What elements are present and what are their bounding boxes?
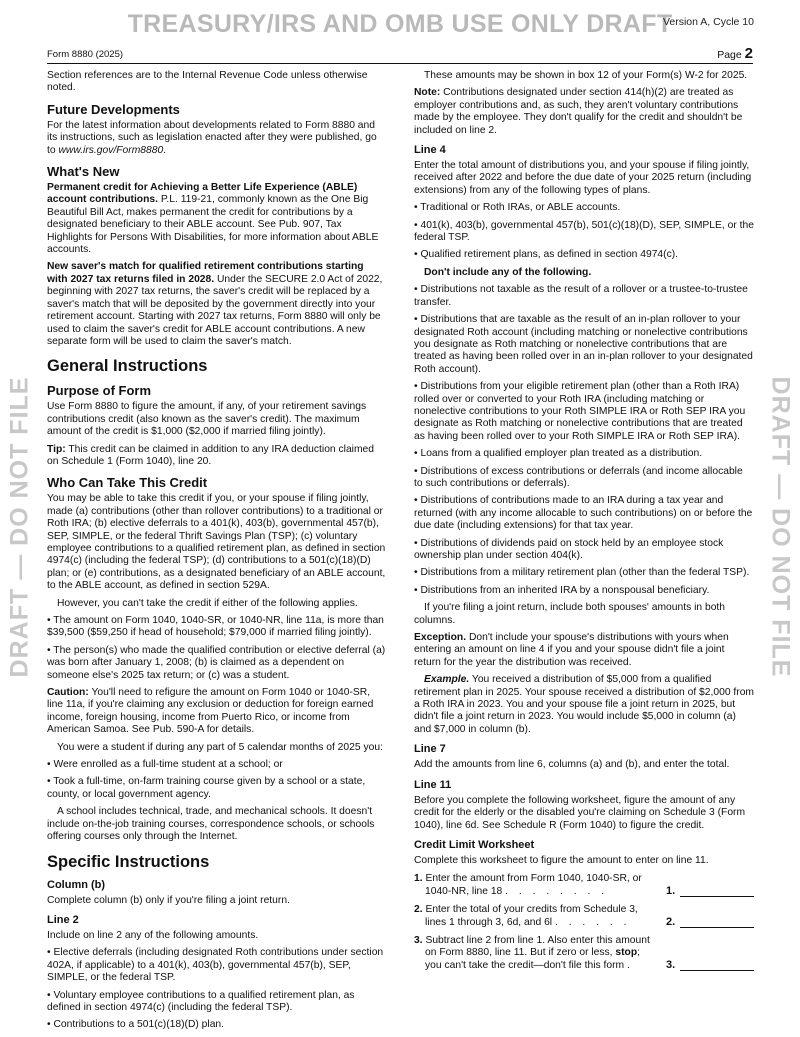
exclude-bullet-4: • Loans from a qualified employer plan treated as a distribution. — [414, 448, 703, 460]
irs-link[interactable]: www.irs.gov/Form8880 — [58, 144, 164, 156]
exclude-bullet-7: • Distributions of dividends paid on stock held by an employee stock ownership plan under section 404(k). — [414, 537, 724, 561]
line-4-heading: Line 4 — [414, 144, 446, 157]
intro-text: Section references are to the Internal Revenue Code unless otherwise noted. — [47, 70, 368, 94]
worksheet-line-2: 2. Enter the total of your credits from Schedule 3, lines 1 through 3, 6d, and 6l . . . . . . 2. — [414, 904, 754, 929]
joint-return-text: If you're filing a joint return, include both spouses' amounts in both columns. — [414, 602, 726, 626]
line-4-bullet-2: • 401(k), 403(b), governmental 457(b), 501(c)(18)(D), SEP, SIMPLE, or the federal TSP. — [414, 219, 754, 244]
line-11-heading: Line 11 — [414, 778, 452, 791]
worksheet-line-1-entry[interactable]: 1. — [666, 885, 754, 898]
exclude-bullet-3: • Distributions from your eligible retirement plan (other than a Roth IRA) rolled over or converted to your Roth IRA (including matching or nonelective contributions to your Roth SIMPLE IRA or Roth SEP IRA you designate as Roth matching or nonelective contributions that are treated as having been rolled over to your Roth SIMPLE IRA or Roth SEP IRA). — [414, 381, 746, 442]
dont-include-heading: Don't include any of the following. — [424, 266, 592, 278]
who-bullet-2: • The person(s) who made the qualified contribution or elective deferral (a) was born after January 1, 2008; (b) is claimed as a dependent on someone else's 2025 tax return; or (c) was a student. — [47, 644, 386, 681]
line-2-bullet-1: • Elective deferrals (including designated Roth contributions under section 402A, if applicable) to a 401(k), 403(b), governmental 457(b), SEP, SIMPLE, or the federal TSP. — [47, 947, 384, 984]
exclude-bullet-9: • Distributions from an inherited IRA by a nonspousal beneficiary. — [414, 584, 710, 596]
page-number: Page 2 — [717, 45, 753, 62]
future-developments-heading: Future Developments — [47, 101, 180, 117]
student-bullet-2: • Took a full-time, on-farm training course given by a school or a state, county, or local government agency. — [47, 776, 366, 800]
line-4-text: Enter the total amount of distributions you, and your spouse if filing jointly, received after 2022 and before the due date of your 2025 return (including extensions) from any of the following types of plans. — [414, 160, 752, 196]
line-2-text: Include on line 2 any of the following amounts. — [47, 929, 259, 941]
line-4-bullet-1: • Traditional or Roth IRAs, or ABLE accounts. — [414, 202, 621, 214]
purpose-text: Use Form 8880 to figure the amount, if any, of your retirement savings contributions credit (also known as the saver's credit). The maximum amount of the credit is $1,000 ($2,000 if married filing jointly). — [47, 401, 367, 438]
note-text: Note: Contributions designated under section 414(h)(2) are treated as employer contributions and, as such, they aren't voluntary contributions made by the employee. They don't qualify for the credit and shouldn't be included on line 2. — [414, 87, 743, 136]
worksheet-intro: Complete this worksheet to figure the amount to enter on line 11. — [414, 854, 709, 866]
side-watermark-left: DRAFT — DO NOT FILE — [5, 376, 34, 678]
who-however: However, you can't take the credit if either of the following applies. — [57, 597, 358, 609]
worksheet-line-3-entry[interactable]: 3. — [666, 959, 754, 972]
exclude-bullet-5: • Distributions of excess contributions or deferrals (and income allocable to such contributions or deferrals). — [414, 465, 743, 489]
purpose-heading: Purpose of Form — [47, 383, 152, 399]
right-column — [414, 70, 754, 976]
line-7-heading: Line 7 — [414, 743, 446, 756]
line-11-text: Before you complete the following worksheet, figure the amount of any credit for the elderly or the disabled you're claiming on Schedule 3 (Form 1040), line 6d. See Schedule R (Form 1040) to figure the credit. — [414, 794, 746, 831]
caution-text: Caution: You'll need to refigure the amount on Form 1040 or 1040-SR, line 11a, if you're claiming any exclusion or deduction for foreign earned income, foreign housing, income from Puerto Rico, or income from American Samoa. See Pub. 590-A for details. — [47, 687, 374, 736]
general-instructions-heading: General Instructions — [47, 357, 208, 376]
exception-text: Exception. Don't include your spouse's distributions with yours when entering an amount on line 4 if you and your spouse didn't file a joint return for the year the distribution was received. — [414, 632, 729, 668]
worksheet-line-2-entry[interactable]: 2. — [666, 916, 754, 929]
line-7-text: Add the amounts from line 6, columns (a) and (b), and enter the total. — [414, 759, 730, 771]
worksheet-line-3: 3. Subtract line 2 from line 1. Also enter this amount on Form 8880, line 11. But if zero or less, stop; you can't take the credit—don't file this form . 3. — [414, 935, 754, 972]
worksheet-heading: Credit Limit Worksheet — [414, 838, 535, 851]
whats-new-savers-match: New saver's match for qualified retirement contributions starting with 2027 tax returns filed in 2028. Under the SECURE 2.0 Act of 2022, beginning with 2027 tax returns, the saver's credit will be replaced by a saver's match that will be deposited by the government directly into your retirement account. Starting with 2027 tax returns, Form 8880 will only be used to claim the saver's credit for ABLE account contributions. A new separate form will be used to claim the saver's match. — [47, 261, 383, 347]
line-4-bullet-3: • Qualified retirement plans, as defined in section 4974(c). — [414, 249, 679, 261]
version-label: Version A, Cycle 10 — [662, 16, 754, 28]
student-bullet-1: • Were enrolled as a full-time student at a school; or — [47, 759, 283, 771]
tip-text: Tip: This credit can be claimed in addition to any IRA deduction claimed on Schedule 1 (Form 1040), line 20. — [47, 443, 375, 467]
form-id: Form 8880 (2025) — [47, 49, 124, 60]
line-2-bullet-2: • Voluntary employee contributions to a qualified retirement plan, as defined in section 4974(c) (including the federal TSP). — [47, 989, 355, 1013]
w2-text: These amounts may be shown in box 12 of your Form(s) W-2 for 2025. — [424, 70, 748, 81]
exclude-bullet-8: • Distributions from a military retirement plan (other than the federal TSP). — [414, 567, 750, 579]
who-text: You may be able to take this credit if you, or your spouse if filing jointly, made (a) contributions (other than rollover contributions) to a traditional or Roth IRA; (b) elective deferrals to a 401(k), 403(b), governmental 457(b), SEP, SIMPLE, or the federal Thrift Savings Plan (TSP); (c) voluntary employee contributions to a qualified retirement plan, as defined in section 4974(c) (including the federal TSP); (d) contributions to a 501(c)(18)(D) plan; or (e) contributions, as a designated beneficiary of an ABLE account, to the ABLE account, as defined in section 529A. — [47, 493, 386, 592]
line-2-heading: Line 2 — [47, 913, 79, 926]
exclude-bullet-2: • Distributions that are taxable as the result of an in-plan rollover to your designated Roth account (including matching or nonelective contributions you designate as Roth matching or nonelective contributions that are treated as having been rolled over in an in-plan rollover to your designated Roth account). — [414, 314, 753, 375]
future-developments-text: For the latest information about developments related to Form 8880 and its instructions, such as legislation enacted after they were published, go to www.irs.gov/Form8880. — [47, 119, 377, 156]
page-header — [47, 47, 753, 64]
left-column — [47, 70, 387, 1037]
exclude-bullet-1: • Distributions not taxable as the result of a rollover or a trustee-to-trustee transfer. — [414, 284, 748, 308]
who-can-take-heading: Who Can Take This Credit — [47, 475, 208, 491]
draft-banner: TREASURY/IRS AND OMB USE ONLY DRAFT — [127, 10, 673, 38]
column-b-heading: Column (b) — [47, 878, 106, 891]
line-2-bullet-3: • Contributions to a 501(c)(18)(D) plan. — [47, 1019, 225, 1031]
exclude-bullet-6: • Distributions of contributions made to an IRA during a tax year and returned (with any income allocable to such contributions) on or before the due date (including extensions) for that tax year. — [414, 495, 753, 532]
specific-instructions-heading: Specific Instructions — [47, 852, 210, 871]
whats-new-heading: What's New — [47, 164, 120, 180]
column-b-text: Complete column (b) only if you're filing a joint return. — [47, 894, 290, 906]
student-text: You were a student if during any part of 5 calendar months of 2025 you: — [57, 741, 383, 753]
worksheet-line-1: 1. Enter the amount from Form 1040, 1040-SR, or 1040-NR, line 18 . . . . . . . . 1. — [414, 873, 754, 898]
side-watermark-right: DRAFT — DO NOT FILE — [766, 376, 795, 678]
example-text: Example. You received a distribution of $5,000 from a qualified retirement plan in 2025. Your spouse received a distribution of $2,000 from a Roth IRA in 2023. You and your spouse file a joint return in 2025, but didn't file a joint return in 2023. You would include $5,000 in column (a) and $7,000 in column (b). — [414, 674, 755, 735]
whats-new-able: Permanent credit for Achieving a Better Life Experience (ABLE) account contributions. P.L. 119-21, commonly known as the One Big Beautiful Bill Act, makes permanent the credit for contributions by a designated beneficiary to their ABLE account. See Pub. 907, Tax Highlights for Persons With Disabilities, for more information about ABLE accounts. — [47, 182, 379, 256]
who-bullet-1: • The amount on Form 1040, 1040-SR, or 1040-NR, line 11a, is more than $39,500 ($59,250 if head of household; $79,000 if married filing jointly). — [47, 615, 384, 639]
school-text: A school includes technical, trade, and mechanical schools. It doesn't include on-the-job training courses, correspondence schools, or schools offering courses only through the Internet. — [47, 806, 375, 843]
